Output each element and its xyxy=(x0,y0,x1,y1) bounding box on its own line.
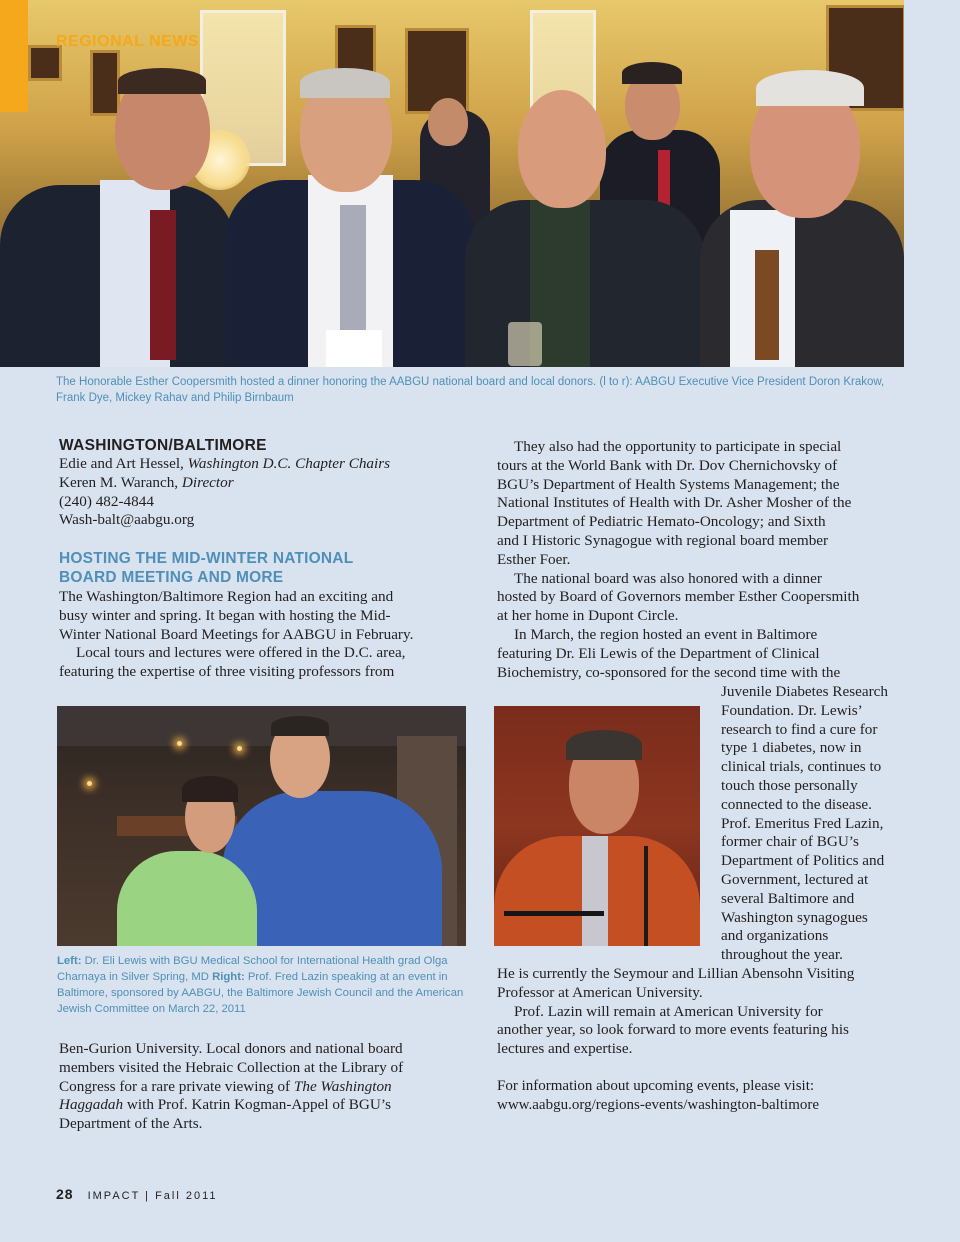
visit-info xyxy=(497,1077,917,1115)
visit-link[interactable]: www.aabgu.org/regions-events/washington-baltimore xyxy=(497,1097,820,1113)
tie xyxy=(755,250,779,360)
page-footer xyxy=(56,1186,218,1202)
section-label: REGIONAL NEWS xyxy=(56,33,200,50)
article-narrow-column: Juvenile Diabetes Research Foundation. Dr. Lewis’ research to find a cure for type 1 diabetes, now in clinical trials, continues to touch those personally connected to the disease. Prof. Emeritus Fred Lazin, former chair of BGU’s Department of Politics and Government, lectured at several Baltimore and Washington synagogues and organizations throughout the year. xyxy=(721,683,888,964)
email-address[interactable]: Wash-balt@aabgu.org xyxy=(59,511,195,529)
top-photo-caption: The Honorable Esther Coopersmith hosted a dinner honoring the AABGU national board and local donors. (l to r): AABGU Executive Vice President Doron Krakow, Frank Dye, Mickey Rahav and Philip Birnbaum xyxy=(56,376,885,404)
tie xyxy=(150,210,176,360)
article-headline: HOSTING THE MID-WINTER NATIONAL BOARD MEETING AND MORE xyxy=(59,550,354,586)
article-right-column-bottom: He is currently the Seymour and Lillian Abensohn Visiting Professor at American University. Prof. Lazin will remain at American University for another year, so look forward to more events featuring his lectures and expertise. xyxy=(497,965,855,1058)
section-tab xyxy=(0,0,28,112)
woman-green-sweater xyxy=(117,851,257,946)
article-left-column: The Washington/Baltimore Region had an exciting and busy winter and spring. It began with hosting the Mid- Winter National Board Meetings for AABGU in February. Local tours and lectures were offered in the D.C. area, featuring the expertise of three visiting professors from xyxy=(59,588,414,681)
article-right-column: They also had the opportunity to participate in special tours at the World Bank with Dr. Dov Chernichovsky of BGU’s Department of Health Systems Management; the National Institutes of Health with Dr. Asher Mosher of the Department of Pediatric Hemato-Oncology; and Sixth and I Historic Synagogue with regional board member Esther Foer. The national board was also honored with a dinner hosted by Board of Governors member Esther Coopersmith at her home in Dupont Circle. In March, the region hosted an event in Baltimore featuring Dr. Eli Lewis of the Department of Clinical Biochemistry, co-sponsored for the second time with the xyxy=(497,438,860,681)
glass xyxy=(508,322,542,366)
painting xyxy=(90,50,120,116)
article-left-column-bottom: Ben-Gurion University. Local donors and national board members visited the Hebraic Collection at the Library of Congress for a rare private viewing of The Washington Haggadah with Prof. Katrin Kogman-Appel of BGU’s Department of the Arts. xyxy=(59,1040,404,1133)
microphone xyxy=(644,846,648,946)
director-line: Keren M. Waranch, Director xyxy=(59,473,234,491)
photo-lazin-speaking xyxy=(494,706,700,946)
top-photo xyxy=(0,0,904,367)
contact-block xyxy=(59,437,459,530)
bottom-photo-caption: Left: Dr. Eli Lewis with BGU Medical School for International Health grad Olga Charnaya in Silver Spring, MD Right: Prof. Fred Lazin speaking at an event in Baltimore, sponsored by AABGU, the Baltimore Jewish Council and the American Jewish Committee on March 22, 2011 xyxy=(57,955,464,1015)
region-heading: WASHINGTON/BALTIMORE xyxy=(59,437,267,454)
phone-number: (240) 482-4844 xyxy=(59,492,154,510)
person-3-face xyxy=(518,90,606,208)
visit-text: For information about upcoming events, please visit: xyxy=(497,1078,815,1094)
page-number: 28 xyxy=(56,1186,74,1202)
name-badge xyxy=(326,330,382,367)
photo-lewis-charnaya xyxy=(57,706,466,946)
publication-name: IMPACT | Fall 2011 xyxy=(87,1190,218,1202)
tie xyxy=(582,836,608,946)
chairs-line: Edie and Art Hessel, Washington D.C. Chapter Chairs xyxy=(59,455,391,472)
